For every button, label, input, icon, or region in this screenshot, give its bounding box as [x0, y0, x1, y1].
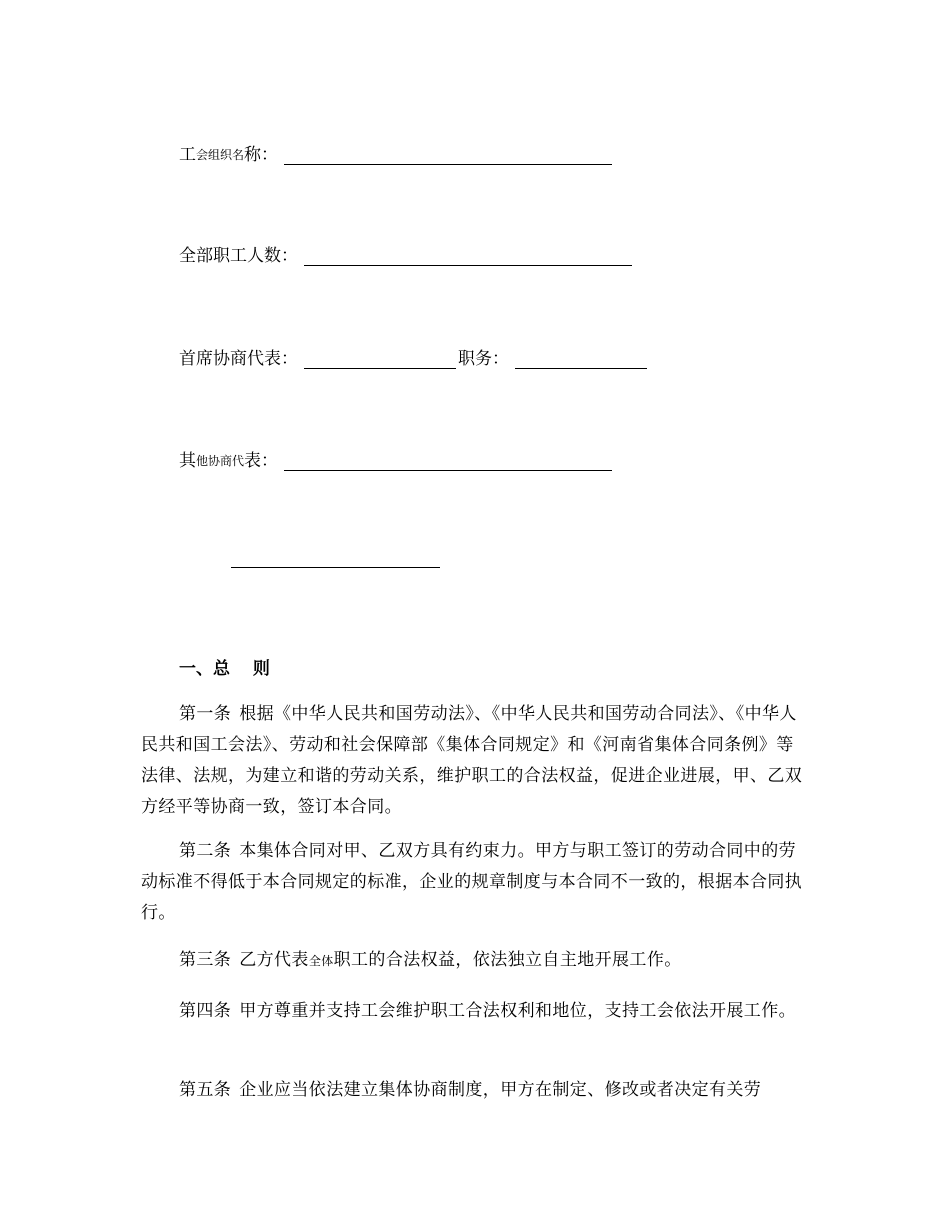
- chief-rep-position-label: 职务：: [458, 349, 509, 369]
- article-text: 本集体合同对甲、乙双方具有约束力。甲方与职工签订的劳动合同中的劳动标准不得低于本合同规定的标准，企业的规章制度与本合同不一致的，根据本合同执行。: [141, 841, 803, 923]
- article-1: [141, 699, 811, 823]
- chief-rep-label: 首席协商代表：: [179, 349, 298, 369]
- article-text-small: 全体: [308, 954, 334, 968]
- chief-rep-blank[interactable]: [304, 351, 456, 369]
- union-name-label-end: 称：: [244, 145, 279, 165]
- article-text: 根据《中华人民共和国劳动法》、《中华人民共和国劳动合同法》、《中华人民共和国工会法》、劳动和社会保障部《集体合同规定》和《河南省集体合同条例》等法律、法规，为建立和谐的劳动关系，维护职工的合法权益，促进企业进展，甲、乙双方经平等协商一致，签订本合同。: [141, 704, 803, 817]
- other-reps-label-start: 其: [179, 451, 196, 471]
- article-2: [141, 836, 811, 929]
- article-text-start: 乙方代表: [239, 950, 309, 970]
- section-heading: 一、总 则: [179, 659, 270, 679]
- separator-line: [231, 567, 440, 568]
- staff-count-field: [179, 246, 632, 266]
- union-name-label-middle: 会组织名: [196, 148, 245, 162]
- article-text: 甲方尊重并支持工会维护职工合法权利和地位，支持工会依法开展工作。: [239, 1001, 797, 1021]
- article-number: 第四条: [179, 1001, 232, 1021]
- article-number: 第二条: [179, 841, 232, 861]
- article-number: 第一条: [179, 704, 232, 724]
- article-text-end: 职工的合法权益，依法独立自主地开展工作。: [333, 950, 682, 970]
- other-reps-label-middle: 他协商代: [196, 454, 245, 468]
- article-4: [141, 996, 811, 1027]
- chief-rep-field: [179, 349, 647, 369]
- staff-count-blank[interactable]: [304, 248, 632, 266]
- other-reps-label-end: 表：: [244, 451, 279, 471]
- article-number: 第五条: [179, 1080, 232, 1100]
- article-text: 企业应当依法建立集体协商制度，甲方在制定、修改或者决定有关劳: [239, 1080, 762, 1100]
- chief-rep-position-blank[interactable]: [515, 351, 647, 369]
- article-3: [141, 945, 811, 977]
- article-number: 第三条: [179, 950, 232, 970]
- union-name-field: [179, 145, 612, 165]
- union-name-blank[interactable]: [284, 147, 612, 165]
- article-5: [141, 1075, 811, 1106]
- other-reps-blank[interactable]: [284, 453, 612, 471]
- other-reps-field: [179, 451, 612, 471]
- staff-count-label: 全部职工人数：: [179, 246, 298, 266]
- union-name-label-start: 工: [179, 145, 196, 165]
